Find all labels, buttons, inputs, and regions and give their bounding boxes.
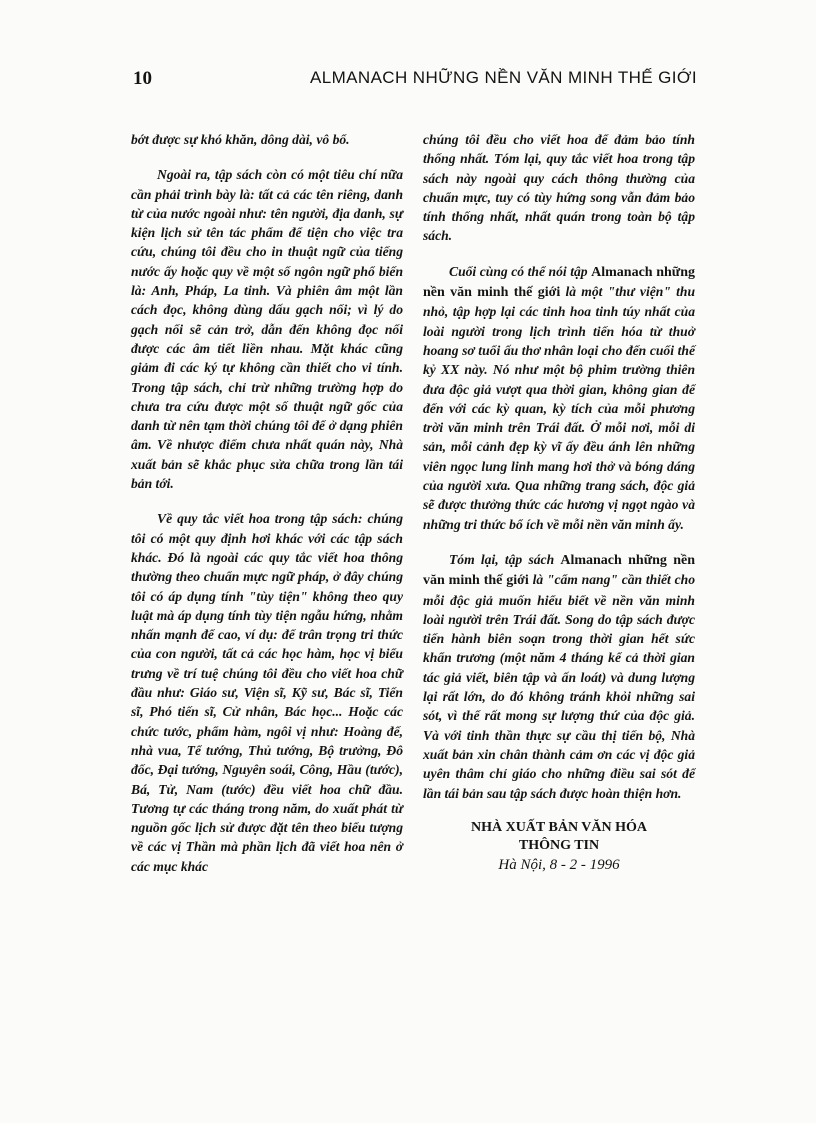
book-title-mention: Almanach những nền văn minh thế giới <box>423 264 695 301</box>
conclusion-lead: Cuối cùng có thể nói tập <box>449 263 592 279</box>
publisher-name-line1: NHÀ XUẤT BẢN VĂN HÓA <box>470 819 648 835</box>
conclusion-text: là một "thư viện" thu nhỏ, tập hợp lại các tinh hoa tinh túy nhất của loài người trong lịch trình tiến hóa từ thuở hoang sơ tuổi ấu thơ nhân loại cho đến cuối thế kỷ XX này. Nó như một bộ phim trường thiên đưa độc giả vượt qua thời gian, không gian để đến với các kỳ quan, kỳ tích của mỗi phương trời văn minh trên Trái đất. Ở mỗi nơi, mỗi di sản, mỗi cảnh đẹp kỳ vĩ ấy đều ánh lên những viên ngọc lung linh mang hơi thở và bóng dáng của người xưa. Qua những trang sách, độc giả sẽ được thưởng thức các hương vị ngọt ngào và những tri thức bổ ích về mỗi nền văn minh ấy. <box>423 284 695 532</box>
publisher-signature <box>423 819 695 875</box>
right-column <box>423 130 695 875</box>
running-title: ALMANACH NHỮNG NỀN VĂN MINH THẾ GIỚI <box>310 68 697 87</box>
page-header <box>133 68 697 96</box>
book-title-mention-2: Almanach những nền văn minh thế giới <box>423 552 695 589</box>
paragraph-conclusion <box>423 262 695 534</box>
paragraph-summary <box>423 550 695 803</box>
summary-lead: Tóm lại, tập sách <box>449 551 561 567</box>
paragraph-capitalization-continued: chúng tôi đều cho viết hoa để đảm bảo tính thống nhất. Tóm lại, quy tắc viết hoa trong tập sách này ngoài quy cách thông thường của chuẩn mực, tuy có tùy hứng song vẫn đảm bảo tính thống nhất, nhất quán trong toàn bộ tập sách. <box>423 132 695 244</box>
paragraph-terminology: Ngoài ra, tập sách còn có một tiêu chí nữa cần phải trình bày là: tất cả các tên riêng, danh từ của nước ngoài như: tên người, địa danh, sự kiện lịch sử tên tác phẩm để tiện cho việc tra cứu, chúng tôi đều cho in thuật ngữ của tiếng nước ấy hoặc quy về một số ngôn ngữ phổ biến là: Anh, Pháp, La tinh. Và phiên âm một lần cách đọc, không dùng dấu gạch nối; vì lý do gạch nối sẽ cản trở, dẫn đến không đọc nối được các âm tiết liền nhau. Mặt khác cũng giảm đi các ký tự không cần thiết cho vi tính. Trong tập sách, chỉ trừ những trường hợp do chưa tra cứu được một số thuật ngữ gốc của danh từ nên tạm thời chúng tôi để ở dạng phiên âm. Về nhược điểm chưa nhất quán này, Nhà xuất bản sẽ khắc phục sửa chữa trong lần tái bản tới. <box>131 167 403 492</box>
left-column <box>131 130 403 876</box>
paragraph-continuation: bớt được sự khó khăn, dông dài, vô bổ. <box>131 132 350 147</box>
paragraph-capitalization: Về quy tắc viết hoa trong tập sách: chúng tôi có một quy định hơi khác với các tập sách khác. Đó là ngoài các quy tắc viết hoa thông thường theo chuẩn mực ngữ pháp, ở đây chúng tôi có áp dụng tính "tùy tiện" không theo quy luật mà áp dụng tính tùy tiện ngẫu hứng, nhằm nhấn mạnh để cao, ví dụ: để trân trọng tri thức của con người, tất cả các học hàm, học vị biểu trưng về trí tuệ chúng tôi đều cho viết hoa chữ đầu như: Giáo sư, Viện sĩ, Kỹ sư, Bác sĩ, Tiến sĩ, Phó tiến sĩ, Cử nhân, Bác học... Hoặc các chức tước, phẩm hàm, ngôi vị như: Hoàng đế, nhà vua, Tể tướng, Thủ tướng, Bộ trưởng, Đô đốc, Đại tướng, Nguyên soái, Công, Hầu (tước), Bá, Tử, Nam (tước) đều viết hoa chữ đầu. Tương tự các tháng trong năm, do xuất phát từ nguồn gốc lịch sử được đặt tên theo biểu tượng về các vị Thần mà phần lịch đã viết hoa nên ở các mục khác <box>131 511 403 874</box>
page-number: 10 <box>133 68 152 89</box>
publisher-name-line2: THÔNG TIN <box>518 837 600 853</box>
place-date: Hà Nội, 8 - 2 - 1996 <box>498 856 620 873</box>
summary-text: là "cẩm nang" cần thiết cho mỗi độc giả muốn hiểu biết về nền văn minh loài người trên Trái đất. Song do tập sách được tiến hành biên soạn trong thời gian hết sức khẩn trương (một năm 4 tháng kể cả thời gian tác giả viết, biên tập và ấn loát) và dung lượng lại rất lớn, do đó không tránh khỏi những sai sót, vì thế rất mong sự lượng thứ của độc giả. Và với tinh thần thực sự cầu thị tiến bộ, Nhà xuất bản xin chân thành cảm ơn các vị độc giả uyên thâm chỉ giáo cho những điều sai sót để lần tái bản sau tập sách được hoàn thiện hơn. <box>423 572 695 801</box>
